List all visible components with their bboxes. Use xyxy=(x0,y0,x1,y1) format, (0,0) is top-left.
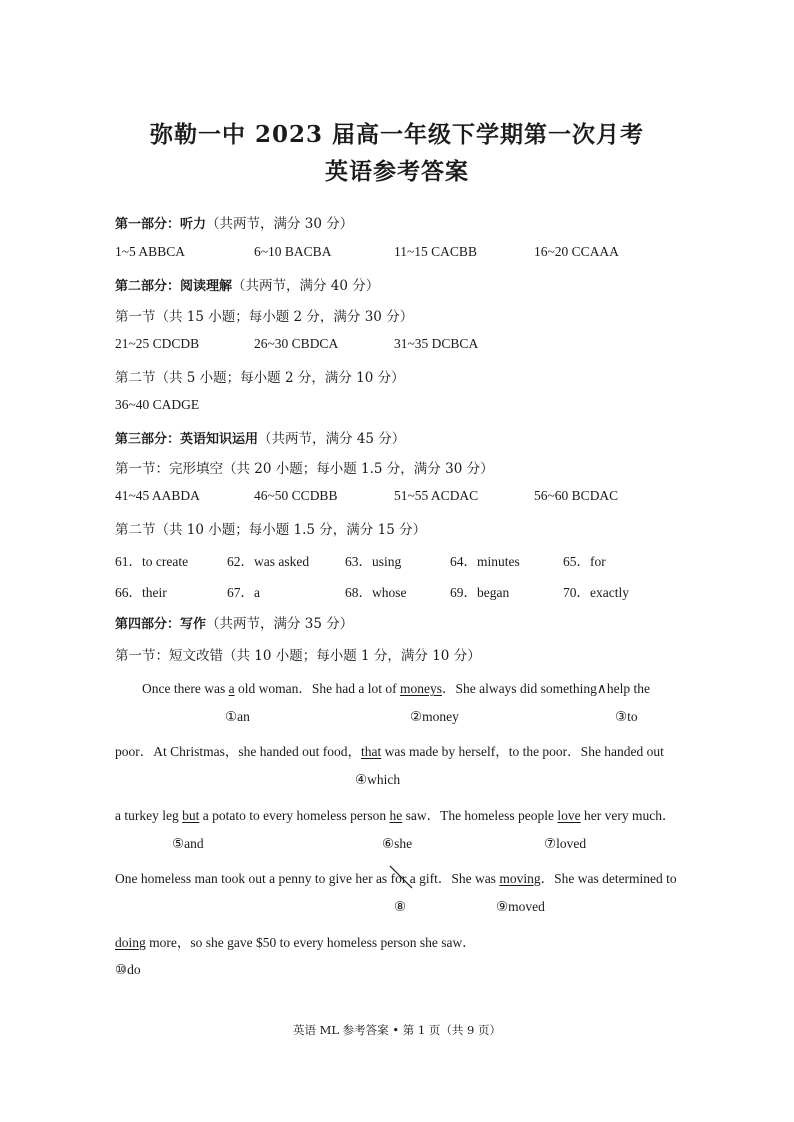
part3-heading-bold: 第三部分：英语知识运用 xyxy=(115,432,259,447)
essay-text: was made by herself，to the poor．She handed out xyxy=(381,744,664,759)
error-mark: doing xyxy=(115,935,146,950)
part4-heading-rest: （共两节，满分 35 分） xyxy=(206,616,354,632)
part2-heading xyxy=(115,274,379,294)
fill-answer: 65．for xyxy=(563,554,606,569)
fill-answer: 68．whose xyxy=(345,585,407,600)
part3-heading xyxy=(115,427,405,447)
essay-text: help the xyxy=(606,681,650,696)
answer-group: 21~25 CDCDB xyxy=(115,336,200,351)
error-mark: a xyxy=(228,681,235,696)
part3-section1: 第一节：完形填空（共 20 小题；每小题 1.5 分，满分 30 分） xyxy=(115,461,494,477)
answer-group: 31~35 DCBCA xyxy=(394,336,479,351)
correction: ⑨moved xyxy=(496,899,545,914)
fill-answer: 62．was asked xyxy=(227,554,310,569)
error-mark: moving xyxy=(499,871,541,886)
delete-stroke-icon xyxy=(388,864,416,890)
fill-answer: 70．exactly xyxy=(563,585,629,600)
fill-answer: 67．a xyxy=(227,585,260,600)
essay-text: saw．The homeless people xyxy=(402,808,558,823)
answer-group: 56~60 BCDAC xyxy=(534,488,619,503)
essay-text: her very much． xyxy=(580,808,676,823)
essay-text: more，so she gave $50 to every homeless person she saw． xyxy=(145,935,476,950)
answer-group: 36~40 CADGE xyxy=(115,397,200,412)
answer-group: 6~10 BACBA xyxy=(254,244,332,259)
insert-caret: ∧ xyxy=(596,681,607,696)
essay-line xyxy=(142,677,650,697)
answer-group: 1~5 ABBCA xyxy=(115,244,185,259)
essay-line xyxy=(115,804,676,824)
answer-group: 16~20 CCAAA xyxy=(534,244,619,259)
part4-heading-bold: 第四部分：写作 xyxy=(115,617,207,632)
part2-section1: 第一节（共 15 小题；每小题 2 分，满分 30 分） xyxy=(115,309,414,325)
deleted-word: for xyxy=(390,871,407,886)
part4-section1: 第一节：短文改错（共 10 小题；每小题 1 分，满分 10 分） xyxy=(115,648,481,664)
part2-section2: 第二节（共 5 小题；每小题 2 分，满分 10 分） xyxy=(115,370,405,386)
part1-heading-bold: 第一部分：听力 xyxy=(115,217,207,232)
part2-heading-bold: 第二部分：阅读理解 xyxy=(115,279,233,294)
correction: ⑧ xyxy=(394,899,407,914)
page-title: 弥勒一中 2023 届高一年级下学期第一次月考 xyxy=(149,121,645,148)
essay-line xyxy=(115,740,664,760)
essay-text: a gift．She was xyxy=(406,871,500,886)
essay-text: Once there was xyxy=(142,681,229,696)
fill-answer: 69．began xyxy=(450,585,510,600)
fill-answer: 63．using xyxy=(345,554,402,569)
essay-text: ．She was determined to xyxy=(540,871,677,886)
error-mark: he xyxy=(389,808,403,823)
essay-text: One homeless man took out a penny to give her as xyxy=(115,871,391,886)
part4-heading xyxy=(115,612,353,632)
fill-answer: 61．to create xyxy=(115,554,189,569)
part3-section2: 第二节（共 10 小题；每小题 1.5 分，满分 15 分） xyxy=(115,522,427,538)
part1-heading xyxy=(115,212,353,232)
page-footer: 英语 ML 参考答案 • 第 1 页（共 9 页） xyxy=(292,1023,502,1037)
answer-group: 51~55 ACDAC xyxy=(394,488,479,503)
correction: ⑦loved xyxy=(544,836,587,851)
part2-heading-rest: （共两节，满分 40 分） xyxy=(232,278,380,294)
essay-text: ．She always did something xyxy=(441,681,597,696)
answer-group: 46~50 CCDBB xyxy=(254,488,338,503)
essay-text: a turkey leg xyxy=(115,808,183,823)
essay-line xyxy=(115,931,476,951)
part3-heading-rest: （共两节，满分 45 分） xyxy=(258,431,406,447)
error-mark: but xyxy=(182,808,200,823)
answer-group: 41~45 AABDA xyxy=(115,488,200,503)
correction: ⑤and xyxy=(172,836,204,851)
essay-text: a potato to every homeless person xyxy=(199,808,390,823)
correction: ③to xyxy=(615,709,638,724)
essay-text: poor．At Christmas，she handed out food， xyxy=(115,744,361,759)
correction: ⑥she xyxy=(382,836,413,851)
answer-group: 11~15 CACBB xyxy=(394,244,477,259)
fill-answer: 66．their xyxy=(115,585,167,600)
correction: ⑩do xyxy=(115,962,141,977)
correction: ①an xyxy=(225,709,250,724)
fill-answer: 64．minutes xyxy=(450,554,520,569)
error-mark: love xyxy=(557,808,581,823)
correction: ②money xyxy=(410,709,459,724)
essay-text: old woman．She had a lot of xyxy=(234,681,400,696)
correction: ④which xyxy=(355,772,401,787)
answer-group: 26~30 CBDCA xyxy=(254,336,339,351)
error-mark: moneys xyxy=(399,681,442,696)
part1-heading-rest: （共两节，满分 30 分） xyxy=(206,216,354,232)
error-mark: that xyxy=(360,744,382,759)
page-subtitle: 英语参考答案 xyxy=(325,158,469,185)
